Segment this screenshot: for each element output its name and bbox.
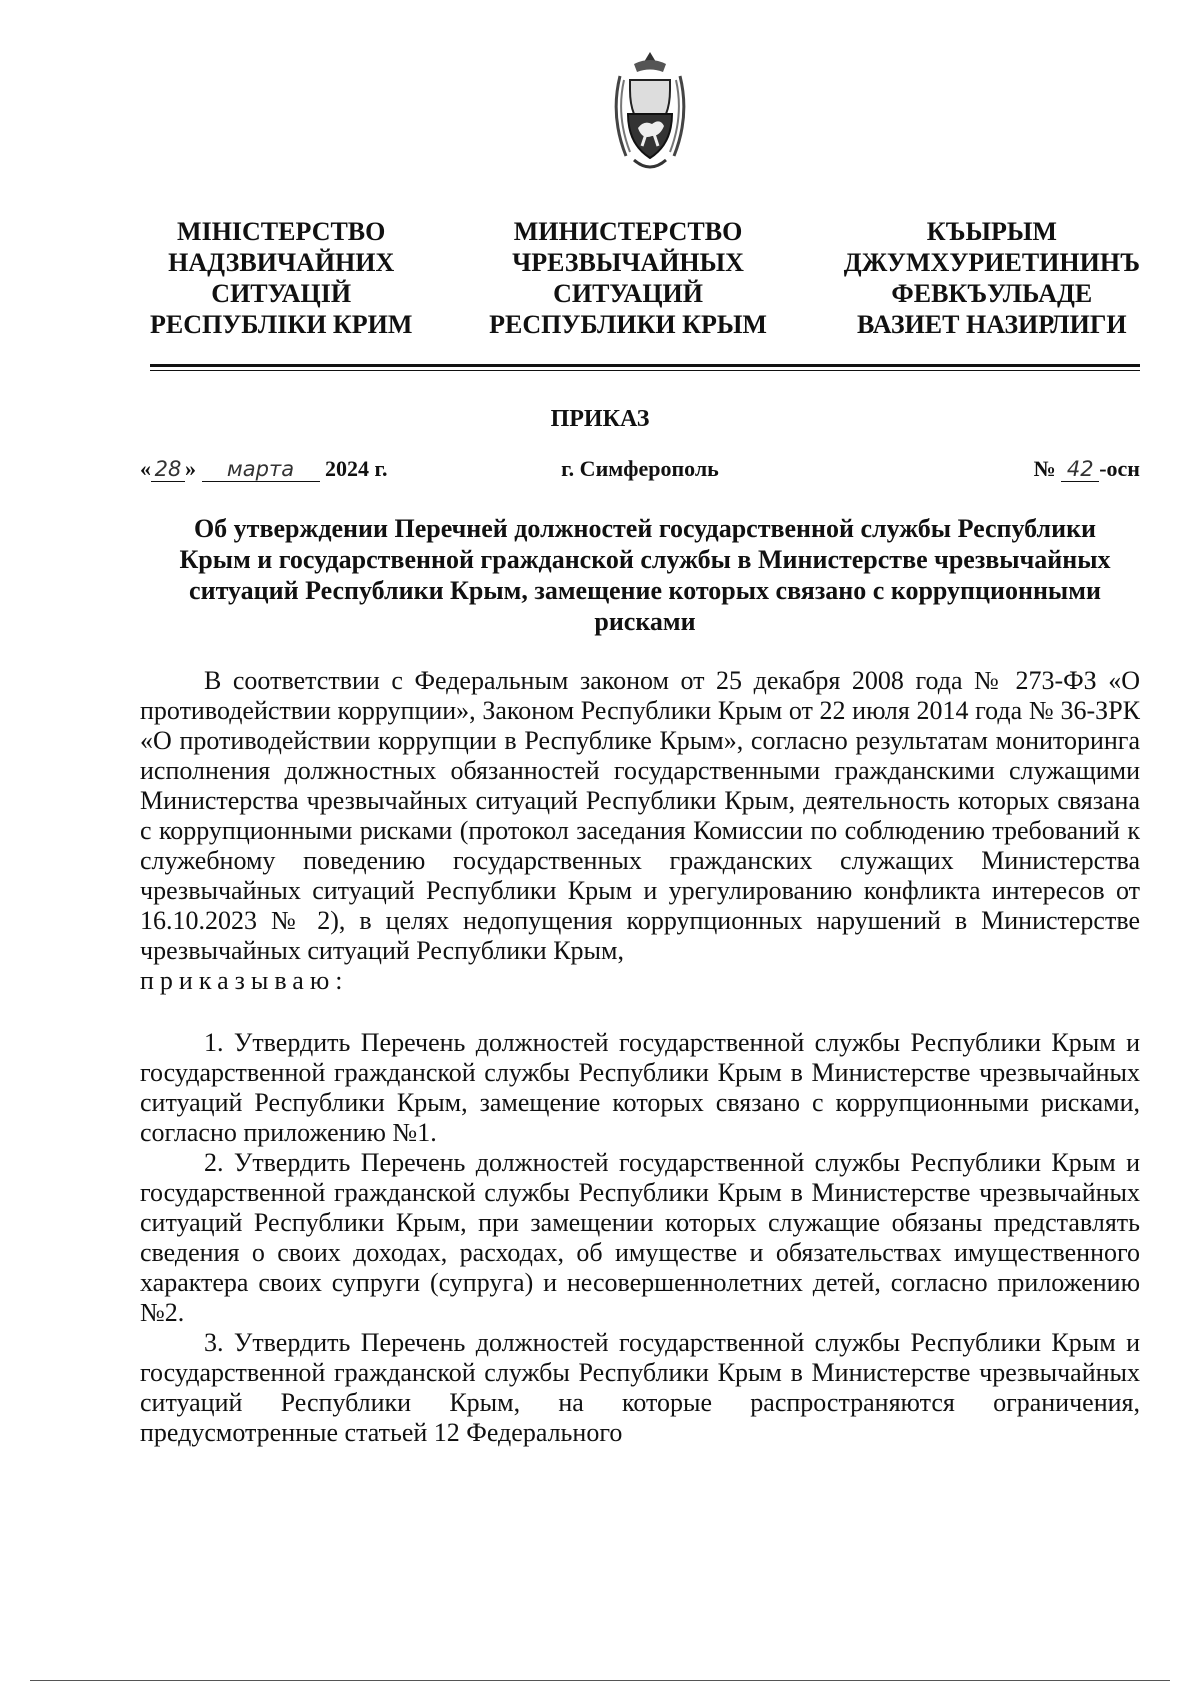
- number-value: 42: [1061, 457, 1099, 482]
- header-crimean-tatar: [844, 216, 1140, 340]
- preamble-paragraph: [140, 666, 1140, 996]
- header-line: МИНИСТЕРСТВО: [513, 217, 743, 246]
- header-divider: [150, 364, 1140, 367]
- date-open-quote: «: [140, 456, 151, 481]
- header-line: НАДЗВИЧАЙНИХ: [168, 248, 395, 277]
- order-body: [140, 666, 1140, 1448]
- header-line: ФЕВКЪУЛЬАДЕ: [891, 279, 1093, 308]
- ministry-header: [150, 216, 1140, 340]
- scan-edge-line: [30, 1680, 1170, 1681]
- order-word: приказываю:: [140, 966, 349, 995]
- preamble-text: В соответствии с Федеральным законом от 25 декабря 2008 года № 273-ФЗ «О противодействии коррупции», Законом Республики Крым от 22 июля 2014 года № 36-ЗРК «О противодействии коррупции в Республике Крым», согласно результатам мониторинга исполнения должностных обязанностей государственными гражданскими служащими Министерства чрезвычайных ситуаций Республики Крым, деятельность которых связана с коррупционными рисками (протокол заседания Комиссии по соблюдению требований к служебному поведению государственных гражданских служащих Министерства чрезвычайных ситуаций Республики Крым и урегулированию конфликта интересов от 16.10.2023 № 2), в целях недопущения коррупционных нарушений в Министерстве чрезвычайных ситуаций Республики Крым,: [140, 666, 1140, 965]
- header-line: ЧРЕЗВЫЧАЙНЫХ: [512, 248, 744, 277]
- header-line: СИТУАЦИЙ: [553, 279, 703, 308]
- header-ukrainian: [150, 216, 412, 340]
- header-line: ВАЗИЕТ НАЗИРЛИГИ: [857, 310, 1127, 339]
- date-line: [140, 456, 1140, 488]
- order-month: марта: [202, 457, 320, 482]
- order-item: 2. Утвердить Перечень должностей государственной службы Республики Крым и государственной гражданской службы Республики Крым в Министерстве чрезвычайных ситуаций Республики Крым, при замещении которых служащие обязаны представлять сведения о своих доходах, расходах, об имуществе и обязательствах имущественного характера своих супруги (супруга) и несовершеннолетних детей, согласно приложению №2.: [140, 1148, 1140, 1327]
- header-line: МІНІСТЕРСТВО: [177, 217, 386, 246]
- order-year: 2024 г.: [325, 456, 388, 481]
- order-city: г. Симферополь: [561, 456, 719, 481]
- header-line: СИТУАЦІЙ: [211, 279, 352, 308]
- number-suffix: -осн: [1099, 456, 1140, 481]
- header-line: РЕСПУБЛИКИ КРЫМ: [489, 310, 767, 339]
- number-prefix: №: [1033, 456, 1056, 481]
- document-type: ПРИКАЗ: [550, 406, 650, 432]
- order-item: 1. Утвердить Перечень должностей государственной службы Республики Крым и государственной гражданской службы Республики Крым в Министерстве чрезвычайных ситуаций Республики Крым, замещение которых связано с коррупционными рисками, согласно приложению №1.: [140, 1028, 1140, 1147]
- order-day: 28: [151, 457, 185, 482]
- header-line: РЕСПУБЛІКИ КРИМ: [150, 310, 413, 339]
- header-line: КЪЫРЫМ: [926, 217, 1057, 246]
- header-divider-thin: [150, 370, 1140, 371]
- order-item: 3. Утвердить Перечень должностей государственной службы Республики Крым и государственной гражданской службы Республики Крым в Министерстве чрезвычайных ситуаций Республики Крым, на которые распространяются ограничения, предусмотренные статьей 12 Федерального: [140, 1328, 1140, 1447]
- order-number: [1034, 456, 1140, 482]
- crimea-coat-of-arms-icon: [600, 50, 700, 190]
- header-line: ДЖУМХУРИЕТИНИНЪ: [843, 248, 1140, 277]
- date-close-quote: »: [185, 456, 196, 481]
- order-subject: Об утверждении Перечней должностей государственной службы Республики Крым и государственной гражданской службы в Министерстве чрезвычайных ситуаций Республики Крым, замещение которых связано с коррупционными рисками: [179, 514, 1111, 636]
- header-russian: [489, 216, 767, 340]
